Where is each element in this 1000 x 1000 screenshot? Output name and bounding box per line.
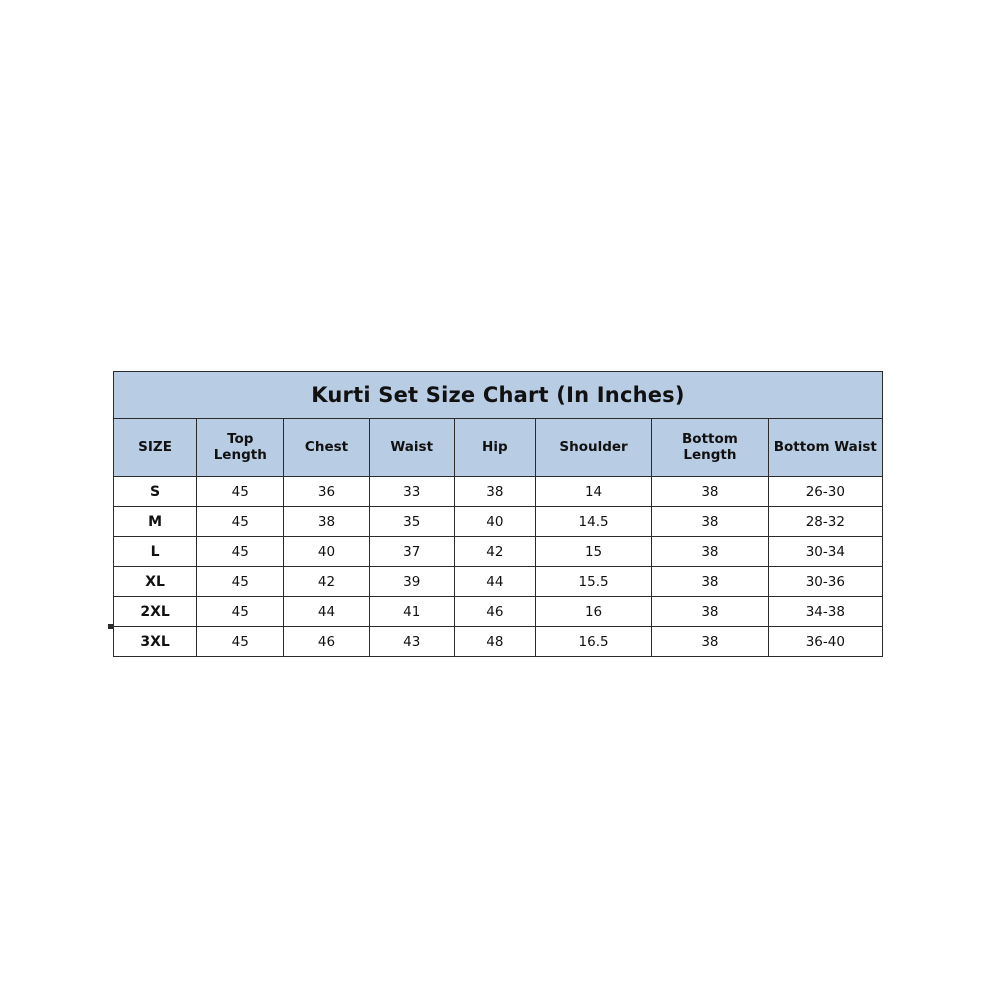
cell-top-length: 45: [197, 477, 284, 507]
table-row: [114, 507, 883, 537]
cell-size: L: [114, 537, 197, 567]
column-header-chest: Chest: [284, 419, 369, 477]
cell-size: 2XL: [114, 597, 197, 627]
cell-shoulder: 16.5: [535, 627, 651, 657]
cell-hip: 42: [454, 537, 535, 567]
cell-waist: 43: [369, 627, 454, 657]
cell-top-length: 45: [197, 597, 284, 627]
cell-size: XL: [114, 567, 197, 597]
cell-bottom-waist: 30-36: [768, 567, 882, 597]
cell-size: M: [114, 507, 197, 537]
cell-shoulder: 16: [535, 597, 651, 627]
cell-waist: 41: [369, 597, 454, 627]
cell-bottom-length: 38: [652, 627, 768, 657]
cell-shoulder: 14.5: [535, 507, 651, 537]
cell-bottom-length: 38: [652, 507, 768, 537]
cell-size: S: [114, 477, 197, 507]
cell-chest: 38: [284, 507, 369, 537]
cell-waist: 37: [369, 537, 454, 567]
cell-bottom-waist: 26-30: [768, 477, 882, 507]
cell-hip: 44: [454, 567, 535, 597]
cell-top-length: 45: [197, 507, 284, 537]
cell-waist: 39: [369, 567, 454, 597]
cell-hip: 40: [454, 507, 535, 537]
cell-shoulder: 15: [535, 537, 651, 567]
corner-marker: [108, 624, 113, 629]
column-header-hip: Hip: [454, 419, 535, 477]
cell-bottom-waist: 36-40: [768, 627, 882, 657]
cell-size: 3XL: [114, 627, 197, 657]
cell-shoulder: 15.5: [535, 567, 651, 597]
column-header-size: SIZE: [114, 419, 197, 477]
table-row: [114, 537, 883, 567]
table-row: [114, 597, 883, 627]
cell-bottom-length: 38: [652, 597, 768, 627]
chart-title: Kurti Set Size Chart (In Inches): [114, 372, 883, 419]
cell-bottom-waist: 30-34: [768, 537, 882, 567]
cell-top-length: 45: [197, 627, 284, 657]
cell-waist: 35: [369, 507, 454, 537]
size-chart-table: [113, 371, 883, 657]
column-header-waist: Waist: [369, 419, 454, 477]
cell-top-length: 45: [197, 537, 284, 567]
table-header-row: [114, 419, 883, 477]
column-header-bottom-length: Bottom Length: [652, 419, 768, 477]
column-header-top-length: Top Length: [197, 419, 284, 477]
column-header-shoulder: Shoulder: [535, 419, 651, 477]
cell-chest: 40: [284, 537, 369, 567]
cell-bottom-length: 38: [652, 567, 768, 597]
cell-bottom-length: 38: [652, 537, 768, 567]
column-header-bottom-waist: Bottom Waist: [768, 419, 882, 477]
cell-bottom-waist: 28-32: [768, 507, 882, 537]
cell-chest: 36: [284, 477, 369, 507]
cell-chest: 42: [284, 567, 369, 597]
cell-hip: 48: [454, 627, 535, 657]
cell-waist: 33: [369, 477, 454, 507]
cell-bottom-length: 38: [652, 477, 768, 507]
cell-hip: 38: [454, 477, 535, 507]
cell-chest: 44: [284, 597, 369, 627]
cell-shoulder: 14: [535, 477, 651, 507]
table-row: [114, 567, 883, 597]
table-row: [114, 627, 883, 657]
cell-top-length: 45: [197, 567, 284, 597]
cell-chest: 46: [284, 627, 369, 657]
chart-title-row: [114, 372, 883, 419]
cell-bottom-waist: 34-38: [768, 597, 882, 627]
size-chart-container: [113, 371, 883, 657]
cell-hip: 46: [454, 597, 535, 627]
table-row: [114, 477, 883, 507]
